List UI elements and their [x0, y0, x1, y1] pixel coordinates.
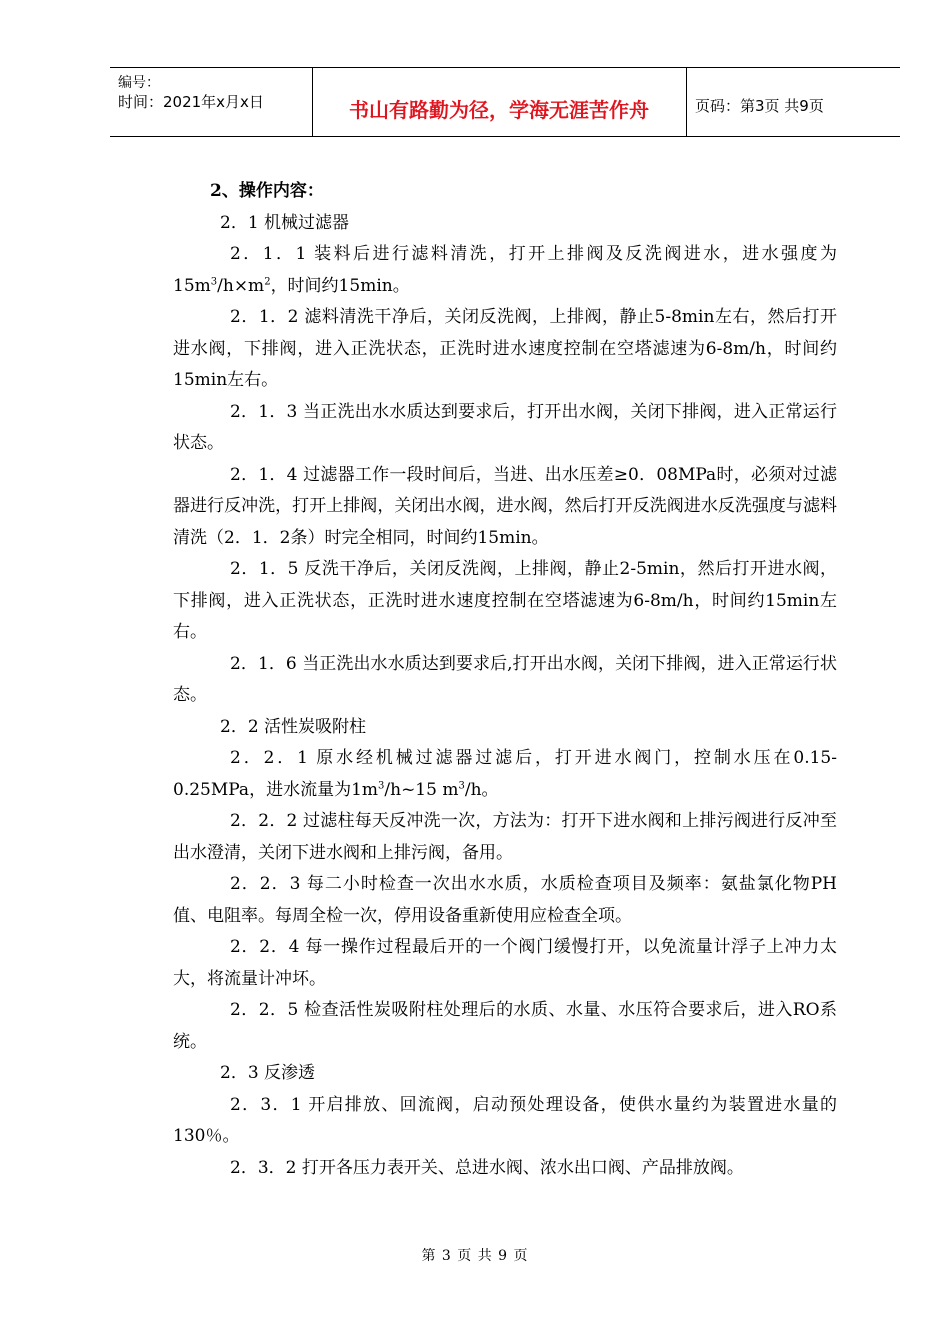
paragraph-2-1-4: 2．1．4 过滤器工作一段时间后，当进、出水压差≥0．08MPa时，必须对过滤器进行反冲洗，打开上排阀，关闭出水阀，进水阀，然后打开反洗阀进水反洗强度与滤料清洗（2．1．2条）时完全相同，时间约15min。: [173, 464, 837, 548]
paragraph-2-2-4: 2．2．4 每一操作过程最后开的一个阀门缓慢打开，以免流量计浮子上冲力太大，将流量计冲坏。: [173, 937, 837, 989]
subsection-title-2-3: 2．3 反渗透: [220, 1063, 316, 1083]
time-label: 时间：2021年x月x日: [118, 93, 264, 111]
page-footer: 第 3 页 共 9 页: [421, 1248, 529, 1264]
header-motto-cell: [312, 68, 687, 136]
document-header: [110, 67, 900, 137]
paragraph-2-3-2: 2．3．2 打开各压力表开关、总进水阀、浓水出口阀、产品排放阀。: [230, 1157, 744, 1178]
paragraph-2-1-3: 2．1．3 当正洗出水水质达到要求后，打开出水阀，关闭下排阀，进入正常运行状态。: [173, 401, 837, 453]
paragraph-2-1-5: 2．1．5 反洗干净后，关闭反洗阀，上排阀，静止2-5min，然后打开进水阀，下排阀，进入正洗状态，正洗时进水速度控制在空塔滤速为6-8m/h，时间约15min左右。: [173, 559, 837, 642]
paragraph-2-3-1: 2．3．1 开启排放、回流阀，启动预处理设备，使供水量约为装置进水量的130％。: [173, 1094, 837, 1146]
number-label: 编号：: [118, 75, 160, 91]
paragraph-2-2-5: 2．2．5 检查活性炭吸附柱处理后的水质、水量、水压符合要求后，进入RO系统。: [173, 1000, 837, 1052]
paragraph-2-2-1: 2．2．1 原水经机械过滤器过滤后，打开进水阀门，控制水压在0.15-0.25MPa，进水流量为$1m^3/h\sim 15$ $m^3/h$。: [173, 748, 837, 800]
motto-text: 书山有路勤为径，学海无涯苦作舟: [349, 98, 649, 122]
header-meta-cell: [110, 68, 313, 136]
section-title: 2、操作内容：: [210, 181, 324, 201]
paragraph-2-1-2: 2．1．2 滤料清洗干净后，关闭反洗阀，上排阀，静止5-8min左右，然后打开进水阀，下排阀，进入正洗状态，正洗时进水速度控制在空塔滤速为6-8m/h，时间约15min左右。: [173, 307, 837, 390]
paragraph-2-1-1: 2．1．1 装料后进行滤料清洗，打开上排阀及反洗阀进水，进水强度为$15m^3/h\times m^2$，时间约15min。: [173, 244, 837, 296]
paragraph-2-1-6: 2．1．6 当正洗出水水质达到要求后,打开出水阀，关闭下排阀，进入正常运行状态。: [173, 653, 837, 705]
paragraph-2-2-3: 2．2．3 每二小时检查一次出水水质，水质检查项目及频率：氨盐氯化物PH值、电阻率。每周全检一次，停用设备重新使用应检查全项。: [173, 874, 837, 926]
document-body: [173, 176, 837, 1184]
subsection-title-2-2: 2．2 活性炭吸附柱: [220, 716, 367, 737]
paragraph-2-2-2: 2．2．2 过滤柱每天反冲洗一次，方法为：打开下进水阀和上排污阀进行反冲至出水澄清，关闭下进水阀和上排污阀，备用。: [173, 811, 837, 863]
header-page-cell: [686, 68, 900, 136]
subsection-title-2-1: 2．1 机械过滤器: [220, 212, 350, 233]
page-info: 页码：第3页 共9页: [695, 97, 824, 115]
